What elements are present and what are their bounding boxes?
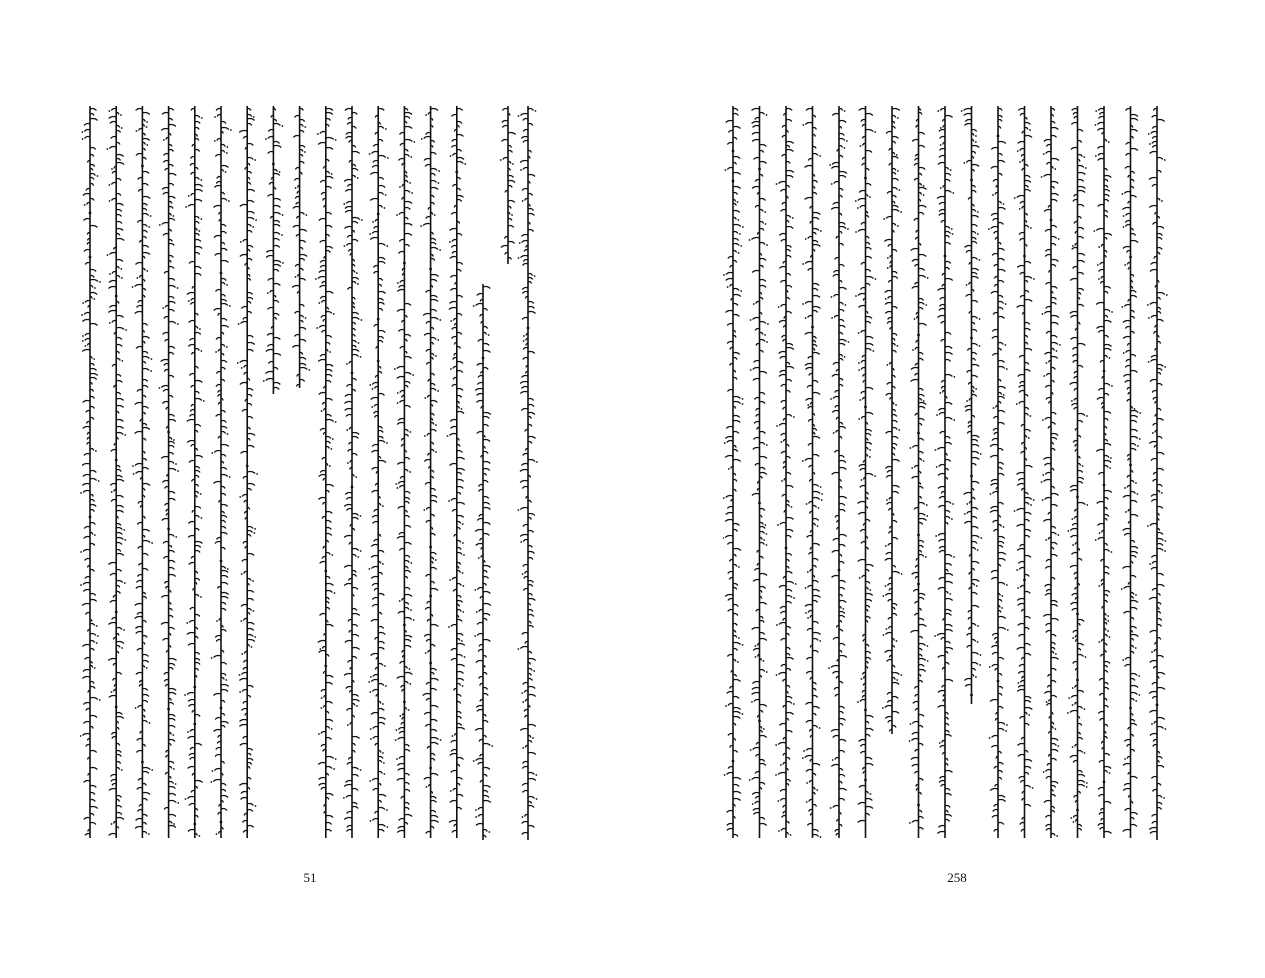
text-column bbox=[343, 106, 363, 838]
text-column bbox=[1121, 106, 1141, 838]
text-column bbox=[292, 106, 310, 388]
page-number: 258 bbox=[947, 870, 967, 885]
text-column bbox=[368, 106, 388, 838]
text-column bbox=[210, 106, 231, 838]
text-column bbox=[447, 106, 467, 838]
text-column bbox=[775, 106, 796, 838]
text-column bbox=[855, 106, 876, 838]
text-column bbox=[802, 106, 823, 838]
text-column bbox=[749, 106, 769, 838]
text-column bbox=[500, 106, 516, 264]
vertical-script-columns bbox=[723, 104, 1178, 840]
text-column bbox=[934, 106, 955, 838]
text-column bbox=[237, 106, 258, 838]
text-column bbox=[1067, 106, 1088, 838]
vertical-mongolian-text-block bbox=[80, 104, 545, 840]
vertical-mongolian-text-block bbox=[723, 104, 1178, 840]
vertical-script-columns bbox=[80, 104, 545, 840]
text-column bbox=[394, 106, 415, 838]
left-page bbox=[0, 0, 632, 978]
text-column bbox=[420, 106, 441, 838]
text-column bbox=[988, 106, 1009, 838]
text-column bbox=[263, 106, 284, 394]
text-column bbox=[473, 284, 493, 840]
page-number: 51 bbox=[303, 870, 317, 885]
text-column bbox=[1093, 106, 1113, 838]
text-column bbox=[106, 106, 127, 838]
text-column bbox=[1014, 106, 1035, 838]
text-column bbox=[961, 106, 983, 704]
text-column bbox=[1147, 106, 1168, 840]
text-column bbox=[158, 106, 179, 838]
text-column bbox=[882, 106, 903, 734]
text-column bbox=[517, 106, 537, 840]
text-column bbox=[1041, 106, 1061, 838]
text-column bbox=[723, 106, 744, 838]
text-column bbox=[828, 106, 849, 838]
text-column bbox=[909, 106, 929, 838]
text-column bbox=[132, 106, 153, 838]
text-column bbox=[80, 106, 101, 838]
text-column bbox=[184, 106, 205, 838]
right-page bbox=[633, 0, 1265, 978]
text-column bbox=[315, 106, 337, 838]
